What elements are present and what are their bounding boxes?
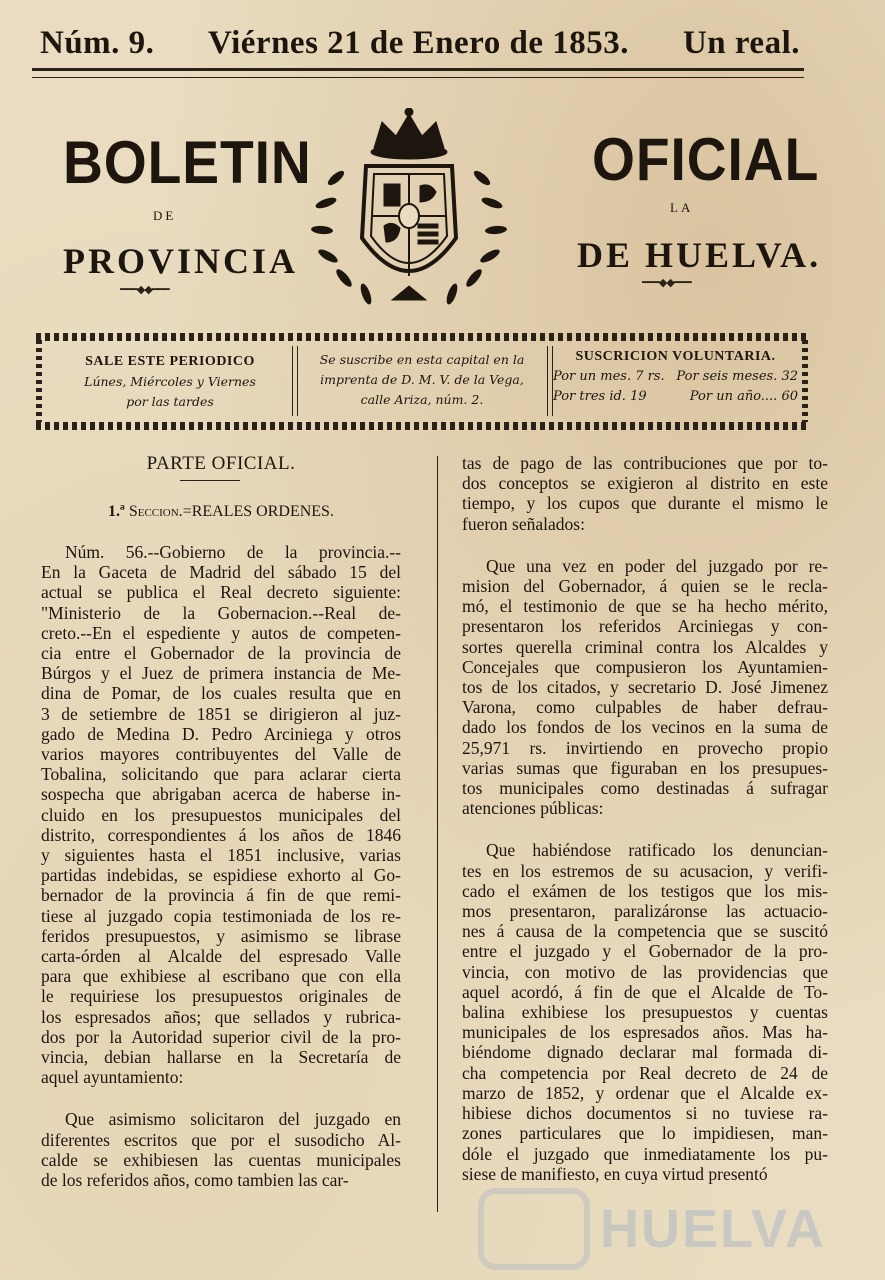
text-line: dóle el juzgado que inmediatamente los pu-: [462, 1143, 828, 1164]
text-line: mision del Gobernador, á quien se le recla-: [462, 576, 828, 597]
text-line: cia entre el Gobernador de la provincia de: [41, 643, 401, 664]
text-line: actual se publica el Real decreto siguiente:: [41, 582, 401, 603]
text-line: Núm. 56.--Gobierno de la provincia.--: [65, 542, 401, 562]
heading-ornament: [180, 480, 240, 481]
text-line: aquel ayuntamiento:: [41, 1067, 184, 1088]
column-divider: [437, 456, 438, 1212]
text-line: gado de Medina D. Pedro Arciniega y otros: [41, 723, 401, 744]
text-line: dado los fondos de los vecinos en la suma de: [462, 717, 828, 738]
masthead-de-huelva: DE HUELVA.: [577, 235, 822, 275]
text-line: presentaron los referidos Arciniegas y con-: [462, 616, 828, 637]
text-line: "Ministerio de la Gobernacion.--Real de-: [41, 602, 401, 623]
subsection-number: 1.ª: [108, 503, 125, 520]
schedule-time: por las tardes: [126, 394, 214, 409]
right-column: [462, 453, 828, 1184]
text-line: tiempo, y los cupos que durante el mismo le: [462, 493, 828, 514]
header-rule-thick: [32, 68, 804, 71]
masthead-provincia: PROVINCIA: [63, 241, 299, 281]
text-line: vincia, debian hallarse en la Secretaría de: [41, 1047, 401, 1068]
text-line: dos conceptos se exigieron al distrito en este: [462, 473, 828, 494]
text-line: municipales de los espresados años. Mas ha-: [462, 1022, 828, 1043]
text-line: 25,971 rs. invirtiendo en provecho propio: [462, 737, 828, 758]
text-line: Tobalina, solicitando que para aclarar cierta: [41, 764, 401, 785]
text-line: zones particulares que lo impidiesen, man-: [462, 1123, 828, 1144]
text-line: varios mayores contribuyentes del Valle de: [41, 744, 401, 765]
text-line: Que asimismo solicitaron del juzgado en: [65, 1109, 401, 1130]
masthead-de: DE: [153, 208, 177, 223]
text-line: cha competencia por Real decreto de 24 de: [462, 1062, 828, 1083]
text-line: cluido en los presupuestos municipales del: [41, 804, 401, 825]
issue-header: [40, 25, 800, 65]
text-line: partidas indebidas, se espidiese exhorto al Go-: [41, 865, 401, 886]
text-line: tes en los estremos de su acusacion, y verifi-: [462, 860, 828, 881]
text-line: y siguientes hasta el 1851 inclusive, varias: [41, 845, 401, 866]
section-heading: PARTE OFICIAL.: [146, 453, 296, 474]
text-line: sortes querella criminal contra los Alcaldes y: [462, 636, 828, 657]
text-line: hibiese dichos documentos si no tuviese ra-: [462, 1103, 828, 1124]
text-line: Que habiéndose ratificado los denuncian-: [486, 840, 828, 861]
text-line: creto.--En el espediente y autos de competen-: [41, 622, 401, 643]
text-line: le requiriese los presupuestos originales de: [41, 986, 401, 1007]
masthead-la: LA: [670, 200, 694, 215]
text-line: siese de manifiesto, en cuya virtud presentó: [462, 1163, 768, 1184]
masthead-ornament-right: ━━━◆◆━━━: [642, 276, 691, 289]
paragraph: [41, 1109, 401, 1190]
text-line: feridos presupuestos, y asimismo se librase: [41, 925, 401, 946]
text-line: Que una vez en poder del juzgado por re-: [486, 555, 828, 576]
text-line: biéndome dignado declarar mal formada di-: [462, 1042, 828, 1063]
subscription-line: calle Ariza, núm. 2.: [360, 392, 484, 407]
text-line: diferentes escritos que por el susodicho Al-: [41, 1129, 401, 1150]
coat-of-arms-icon: [296, 108, 522, 310]
watermark-text: HUELVA: [600, 1199, 826, 1259]
header-rule-thin: [32, 77, 804, 78]
left-column: [41, 542, 401, 1190]
text-line: los espresados años; que sellados y rubrica-: [41, 1006, 401, 1027]
rate-month: Por un mes. 7 rs.: [553, 369, 665, 384]
text-line: Concejales que compusieron los Ayuntamien-: [462, 656, 828, 677]
text-line: vincia, con motivo de las providencias que: [462, 961, 828, 982]
watermark-logo-icon: [478, 1188, 590, 1270]
text-line: para que exhibiese al escribano que con ella: [41, 966, 401, 987]
issue-date: Viérnes 21 de Enero de 1853.: [208, 25, 629, 61]
text-line: dina de Pomar, de los cuales resulta que en: [41, 683, 401, 704]
rate-three-months: Por tres id. 19: [553, 389, 647, 404]
text-line: tos de los citados, y secretario D. José Jimenez: [462, 677, 828, 698]
text-line: sospecha que abrigaban acerca de haberse in-: [41, 784, 401, 805]
text-line: varias sumas que figuraban en los presupues-: [462, 757, 828, 778]
text-line: tas de pago de las contribuciones que por to-: [462, 453, 828, 473]
subscription-line: Se suscribe en esta capital en la: [319, 352, 525, 367]
issue-number: Núm. 9.: [40, 25, 155, 61]
text-line: balina exhibiese los presupuestos y cuentas: [462, 1002, 828, 1023]
text-line: Varona, como culpables de haber defrau-: [462, 697, 828, 718]
subscription-rates: [553, 347, 798, 407]
text-line: mos presentaron, paralizáronse las actuacio-: [462, 901, 828, 922]
text-line: fueron señalados:: [462, 513, 585, 534]
text-line: Búrgos y el Juez de primera instancia de Me-: [41, 663, 401, 684]
text-line: cado el exámen de los testigos que los mis-: [462, 880, 828, 901]
text-line: carta-órden al Alcalde del espresado Valle: [41, 946, 401, 967]
rates-title: SUSCRICION VOLUNTARIA.: [575, 349, 776, 364]
text-line: nes á causa de la competencia que se suscitó: [462, 921, 828, 942]
text-line: bernador de la provincia á fin de que remi-: [41, 885, 401, 906]
masthead-ornament-left: ━━━◆◆━━━: [120, 283, 169, 296]
paragraph: [41, 542, 401, 1087]
text-line: tos municipales como destinadas á sufragar: [462, 778, 828, 799]
rates-row: [553, 367, 798, 387]
schedule-title: SALE ESTE PERIODICO: [85, 354, 255, 369]
subscription-location: [300, 350, 544, 410]
paragraph: [462, 840, 828, 1183]
text-line: de los referidos años, como tambien las car-: [41, 1170, 349, 1191]
text-line: dos por la Autoridad superior civil de la pro-: [41, 1026, 401, 1047]
text-line: distrito, correspondientes á los años de 1846: [41, 824, 401, 845]
text-line: calde se exhibiesen las cuentas municipales: [41, 1149, 401, 1170]
text-line: mó, el testimonio de que se ha hecho mérito,: [462, 596, 828, 617]
masthead-boletin: BOLETIN: [63, 129, 312, 196]
subsection-title: =REALES ORDENES.: [182, 503, 334, 520]
rates-row: [553, 387, 798, 407]
rate-year: Por un año.... 60: [689, 389, 798, 404]
info-band-border-bottom: [36, 422, 808, 430]
publication-schedule: [50, 352, 290, 412]
text-line: 3 de setiembre de 1851 se dirigieron al juz-: [41, 703, 401, 724]
subsection-label: Seccion.: [128, 503, 183, 520]
paragraph: [462, 453, 828, 534]
subsection-heading: [41, 503, 401, 521]
text-line: aquel acordó, á fin de que el Alcalde de To-: [462, 981, 828, 1002]
text-line: marzo de 1852, y ordenar que el Alcalde ex-: [462, 1082, 828, 1103]
subscription-line: imprenta de D. M. V. de la Vega,: [320, 372, 524, 387]
rate-six-months: Por seis meses. 32: [676, 369, 798, 384]
masthead-oficial: OFICIAL: [592, 126, 820, 193]
paragraph: [462, 556, 828, 819]
text-line: En la Gaceta de Madrid del sábado 15 del: [41, 562, 401, 583]
text-line: tiese al juzgado copia testimoniada de los re-: [41, 905, 401, 926]
info-band-border-right: [802, 340, 808, 422]
schedule-days: Lúnes, Miércoles y Viernes: [84, 374, 256, 389]
text-line: entre el juzgado y el Gobernador de la pro-: [462, 941, 828, 962]
info-band-divider: [292, 346, 298, 416]
info-band-border-top: [36, 333, 808, 341]
issue-price: Un real.: [682, 25, 800, 61]
info-band-border-left: [36, 340, 42, 422]
text-line: atenciones públicas:: [462, 798, 604, 819]
